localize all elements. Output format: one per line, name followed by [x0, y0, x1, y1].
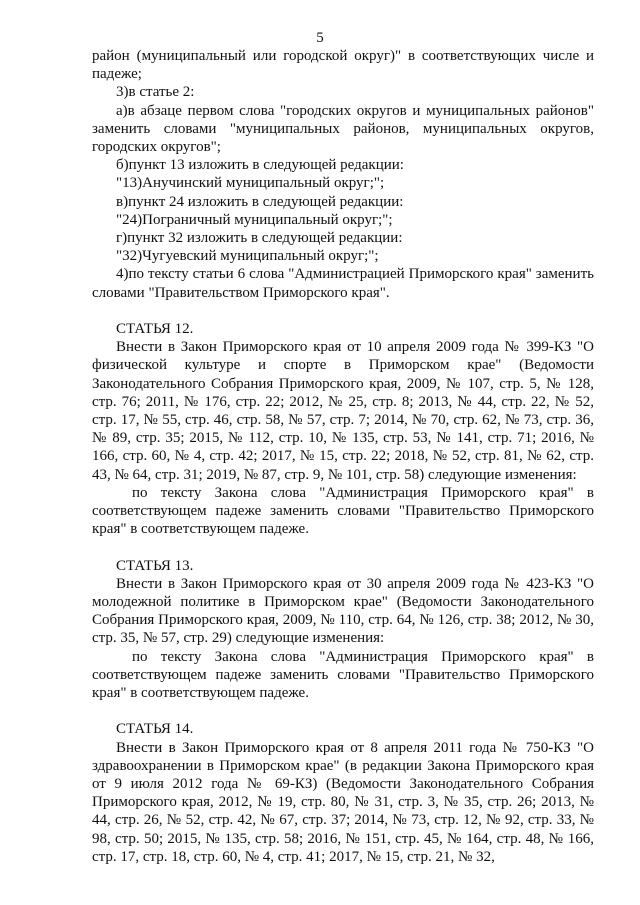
- paragraph-article2-b: б)пункт 13 изложить в следующей редакции:: [116, 157, 404, 174]
- paragraph-continuation: район (муниципальный или городской округ)" в соответствующих числе и падеже;: [92, 48, 594, 83]
- article-13-heading: СТАТЬЯ 13.: [116, 557, 194, 574]
- paragraph-item-13: "13)Анучинский муниципальный округ;";: [116, 175, 385, 192]
- paragraph-article2-a: а)в абзаце первом слова "городских округов и муниципальных районов" заменить словами "муниципальных районов, муниципальных округов, городских округов";: [92, 102, 594, 156]
- spacer: [92, 538, 594, 556]
- paragraph-item-32: "32)Чугуевский муниципальный округ;";: [116, 248, 379, 265]
- article-13-change: по тексту Закона слова "Администрация Приморского края" в соответствующем падеже заменить словами "Правительство Приморского края" в соответствующем падеже.: [92, 648, 594, 702]
- article-12-body: Внести в Закон Приморского края от 10 апреля 2009 года № 399-КЗ "О физической культуре и спорте в Приморском крае" (Ведомости Законодательного Собрания Приморского края, 2009, № 107, стр. 5, № 128, стр. 76; 2011, № 176, стр. 22; 2012, № 25, стр. 8; 2013, № 44, стр. 22, № 52, стр. 17, № 55, стр. 46, стр. 58, № 57, стр. 7; 2014, № 70, стр. 62, № 73, стр. 36, № 89, стр. 35; 2015, № 112, стр. 10, № 135, стр. 53, № 141, стр. 71; 2016, № 166, стр. 60, № 4, стр. 42; 2017, № 15, стр. 22; 2018, № 52, стр. 81, № 62, стр. 43, № 64, стр. 31; 2019, № 87, стр. 9, № 101, стр. 58) следующие изменения:: [92, 339, 594, 483]
- article-12-change: по тексту Закона слова "Администрация Приморского края" в соответствующем падеже заменить словами "Правительство Приморского края" в соответствующем падеже.: [92, 484, 594, 538]
- article-12-heading: СТАТЬЯ 12.: [116, 321, 194, 338]
- paragraph-article2-intro: 3)в статье 2:: [116, 84, 195, 101]
- spacer: [92, 702, 594, 720]
- paragraph-article6-change: 4)по тексту статьи 6 слова "Администрацией Приморского края" заменить словами "Правительством Приморского края".: [92, 266, 594, 301]
- article-14-body: Внести в Закон Приморского края от 8 апреля 2011 года № 750-КЗ "О здравоохранении в Приморском крае" (в редакции Закона Приморского края от 9 июля 2012 года № 69-КЗ) (Ведомости Законодательного Собрания Приморского края, 2012, № 19, стр. 80, № 31, стр. 3, № 35, стр. 26; 2013, № 44, стр. 26, № 52, стр. 42, № 67, стр. 37; 2014, № 73, стр. 12, № 92, стр. 33, № 98, стр. 50; 2015, № 135, стр. 58; 2016, № 151, стр. 45, № 164, стр. 48, № 166, стр. 17, стр. 18, стр. 60, № 4, стр. 41; 2017, № 15, стр. 21, № 32,: [92, 739, 594, 865]
- paragraph-article2-g: г)пункт 32 изложить в следующей редакции:: [116, 230, 403, 247]
- document-body: [92, 47, 594, 866]
- page-number: 5: [316, 30, 324, 46]
- article-13-body: Внести в Закон Приморского края от 30 апреля 2009 года № 423-КЗ "О молодежной политике в Приморском крае" (Ведомости Законодательного Собрания Приморского края, 2009, № 110, стр. 64, № 126, стр. 38; 2012, № 30, стр. 35, № 57, стр. 29) следующие изменения:: [92, 575, 594, 647]
- article-14-heading: СТАТЬЯ 14.: [116, 721, 194, 738]
- spacer: [92, 302, 594, 320]
- paragraph-article2-v: в)пункт 24 изложить в следующей редакции:: [116, 193, 404, 210]
- paragraph-item-24: "24)Пограничный муниципальный округ;";: [116, 211, 393, 228]
